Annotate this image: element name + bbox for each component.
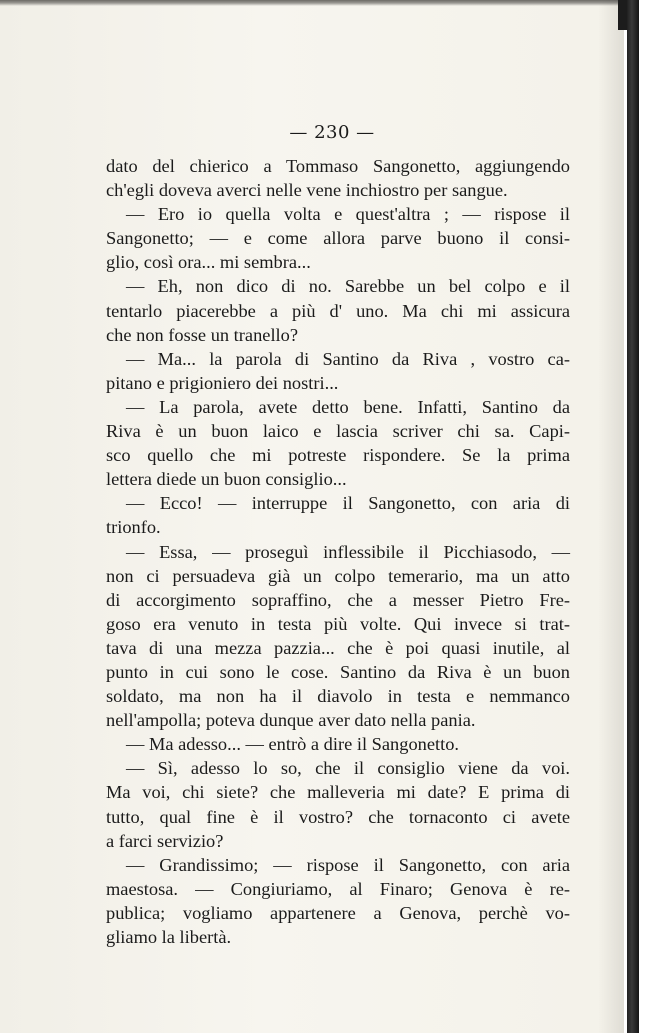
- text-line: Riva è un buon laico e lascia scriver chi sa. Capi-: [106, 421, 570, 442]
- text-line: — La parola, avete detto bene. Infatti, Santino da: [126, 396, 570, 417]
- text-line: — Ma adesso... — entrò a dire il Sangonetto.: [126, 734, 460, 755]
- spine-shadow: [598, 0, 627, 1033]
- text-line: tutto, qual fine è il vostro? che tornaconto ci avete: [106, 806, 570, 827]
- text-line: tentarlo piacerebbe a più d' uno. Ma chi mi assicura: [106, 300, 570, 321]
- text-line: maestosa. — Congiuriamo, al Finaro; Genova è re-: [106, 878, 570, 899]
- text-line: goso era venuto in testa più volte. Qui invece si trat-: [106, 613, 570, 634]
- text-line: nell'ampolla; poteva dunque aver dato nella pania.: [106, 710, 476, 731]
- text-line: — Ero io quella volta e quest'altra ; — rispose il: [126, 204, 570, 225]
- text-line: pitano e prigioniero dei nostri...: [106, 372, 339, 393]
- text-line: che non fosse un tranello?: [106, 324, 299, 345]
- text-line: gliamo la libertà.: [106, 927, 232, 947]
- text-line: non ci persuadeva già un colpo temerario, ma un atto: [106, 565, 570, 586]
- text-line: sco quello che mi potreste rispondere. Se la prima: [106, 445, 570, 466]
- text-line: glio, così ora... mi sembra...: [106, 252, 311, 273]
- text-line: — Grandissimo; — rispose il Sangonetto, con aria: [126, 854, 570, 875]
- text-line: — Eh, non dico di no. Sarebbe un bel colpo e il: [126, 276, 570, 297]
- text-line: punto in cui sono le cose. Santino da Riva è un buon: [106, 661, 570, 682]
- text-line: — Ecco! — interruppe il Sangonetto, con aria di: [126, 493, 570, 514]
- text-line: publica; vogliamo appartenere a Genova, perchè vo-: [106, 902, 570, 923]
- page-top-shadow: [0, 0, 620, 6]
- text-line: — Ma... la parola di Santino da Riva , vostro ca-: [126, 348, 570, 369]
- text-line: a farci servizio?: [106, 830, 224, 851]
- page-number: — 230 —: [289, 122, 375, 143]
- text-line: di accorgimento sopraffino, che a messer Pietro Fre-: [106, 589, 570, 610]
- text-line: Sangonetto; — e come allora parve buono il consi-: [106, 228, 570, 249]
- text-line: trionfo.: [106, 517, 161, 538]
- text-line: soldato, ma non ha il diavolo in testa e nemmanco: [106, 686, 570, 707]
- text-line: — Sì, adesso lo so, che il consiglio viene da voi.: [126, 758, 570, 779]
- text-line: tava di una mezza pazzia... che è poi quasi inutile, al: [106, 637, 570, 658]
- text-line: Ma voi, chi siete? che malleveria mi date? E prima di: [106, 782, 570, 803]
- text-line: dato del chierico a Tommaso Sangonetto, aggiungendo: [106, 156, 570, 176]
- text-line: lettera diede un buon consiglio...: [106, 469, 347, 490]
- book-binding: [627, 0, 639, 1033]
- text-line: — Essa, — proseguì inflessibile il Picchiasodo, —: [126, 541, 570, 562]
- text-line: ch'egli doveva averci nelle vene inchiostro per sangue.: [106, 180, 508, 201]
- body-text: [106, 154, 570, 949]
